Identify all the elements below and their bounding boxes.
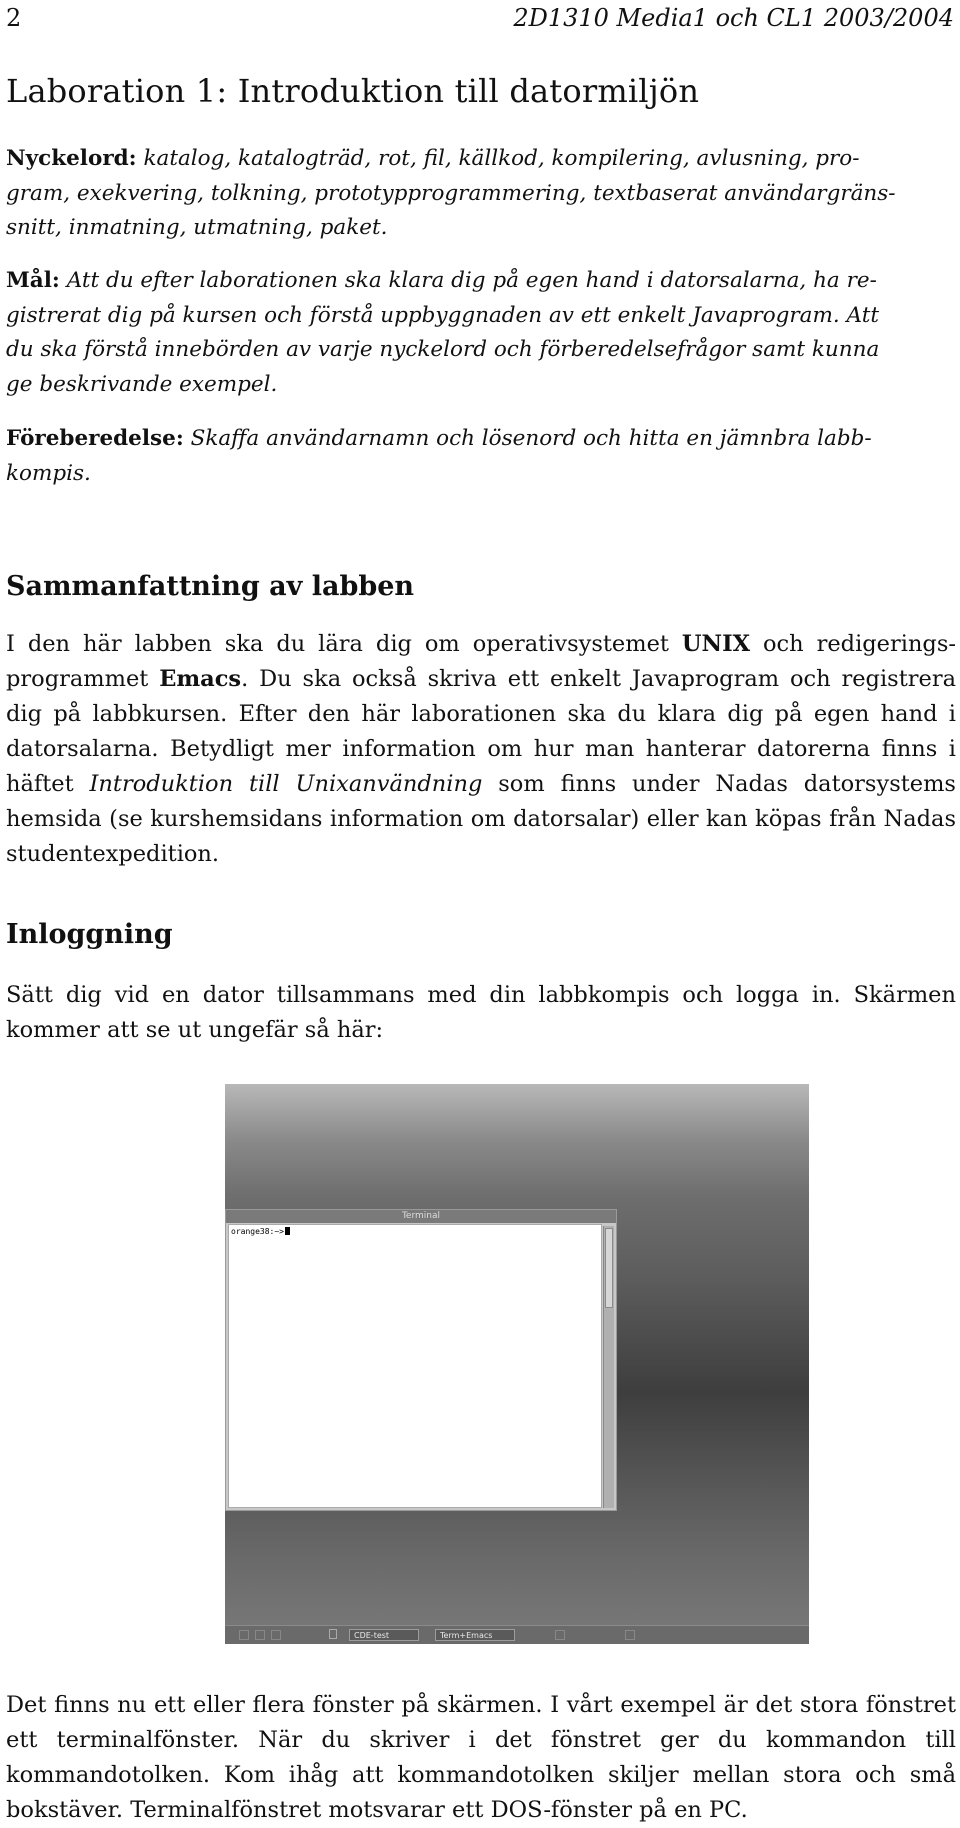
preparation-paragraph [6,422,956,491]
desktop-screenshot [225,1084,809,1644]
prompt-text: orange38:~> [231,1227,284,1236]
keywords-line-2: gram, exekvering, tolkning, prototypprogrammering, textbaserat användargräns- [6,180,896,206]
summary-paragraph [6,627,956,872]
cursor [285,1227,290,1235]
lab-title: Laboration 1: Introduktion till datormiljön [6,72,700,110]
course-name: 2D1310 Media1 och CL1 2003/2004 [513,4,954,32]
taskbar-button-icon [239,1630,249,1640]
taskbar [225,1625,809,1644]
terminal-explanation-paragraph: Det finns nu ett eller flera fönster på skärmen. I vårt exempel är det stora fönstret ett terminalfönster. När du skriver i det fönstret ger du kommandon till kommandotolken. Kom ihåg att kommandotolken skiljer mellan stora och små bokstäver. Terminalfönstret motsvarar ett DOS-fönster på en PC. [6,1692,956,1823]
emacs-term: Emacs [159,666,242,692]
taskbar-button-icon [555,1630,565,1640]
keywords-line-3: snitt, inmatning, utmatning, paket. [6,215,388,240]
task-cde-test: CDE-test [349,1629,419,1641]
terminal-scrollbar [603,1226,614,1508]
login-heading: Inloggning [6,919,173,950]
goal-line-1: Att du efter laborationen ska klara dig på egen hand i datorsalarna, ha re- [66,268,877,293]
taskbar-button-icon [271,1630,281,1640]
keywords-line-1: katalog, katalogträd, rot, fil, källkod, kompilering, avlusning, pro- [143,146,860,171]
page-header [6,4,954,34]
preparation-line-2: kompis. [6,460,91,486]
taskbar-button-icon [625,1630,635,1640]
summary-text-3: . Du ska också skriva ett enkelt Javaprogram och registrera dig på labbkursen. Efter den här laborationen ska du klara dig på egen hand i datorsalarna. Betydligt mer information om hur man hanterar datorerna finns i häftet [6,666,956,797]
goal-paragraph [6,264,956,402]
lock-icon [329,1629,337,1639]
summary-text-1: I den här labben ska du lära dig om operativsystemet [6,631,682,657]
terminal-title-bar: Terminal [226,1210,616,1223]
keywords-paragraph [6,142,956,246]
goal-label: Mål: [6,268,60,293]
preparation-label: Föreberedelse: [6,426,184,451]
taskbar-button-icon [255,1630,265,1640]
task-term-emacs: Term+Emacs [435,1629,515,1641]
booklet-title: Introduktion till Unixanvändning [89,771,483,797]
login-paragraph: Sätt dig vid en dator tillsammans med din labbkompis och logga in. Skärmen kommer att se ut ungefär så här: [6,982,956,1043]
page-number: 2 [6,4,22,32]
scrollbar-thumb [605,1228,613,1308]
summary-text-4: som finns under Nadas datorsystems hemsida (se kurshemsidans information om datorsalar) eller kan köpas från Nadas studentexpedition. [6,771,956,867]
shell-prompt [231,1227,290,1236]
preparation-line-1: Skaffa användarnamn och lösenord och hitta en jämnbra labb- [190,426,872,451]
keywords-label: Nyckelord: [6,146,137,171]
summary-text-2: och redigerings- programmet [6,631,956,692]
goal-line-2: gistrerat dig på kursen och förstå uppbyggnaden av ett enkelt Javaprogram. Att [6,302,879,328]
terminal-window [225,1209,617,1511]
goal-line-3: du ska förstå innebörden av varje nyckelord och förberedelsefrågor samt kunna [6,337,880,362]
goal-line-4: ge beskrivande exempel. [6,371,278,397]
summary-heading: Sammanfattning av labben [6,571,415,602]
terminal-body [228,1224,602,1508]
unix-term: UNIX [681,631,751,657]
